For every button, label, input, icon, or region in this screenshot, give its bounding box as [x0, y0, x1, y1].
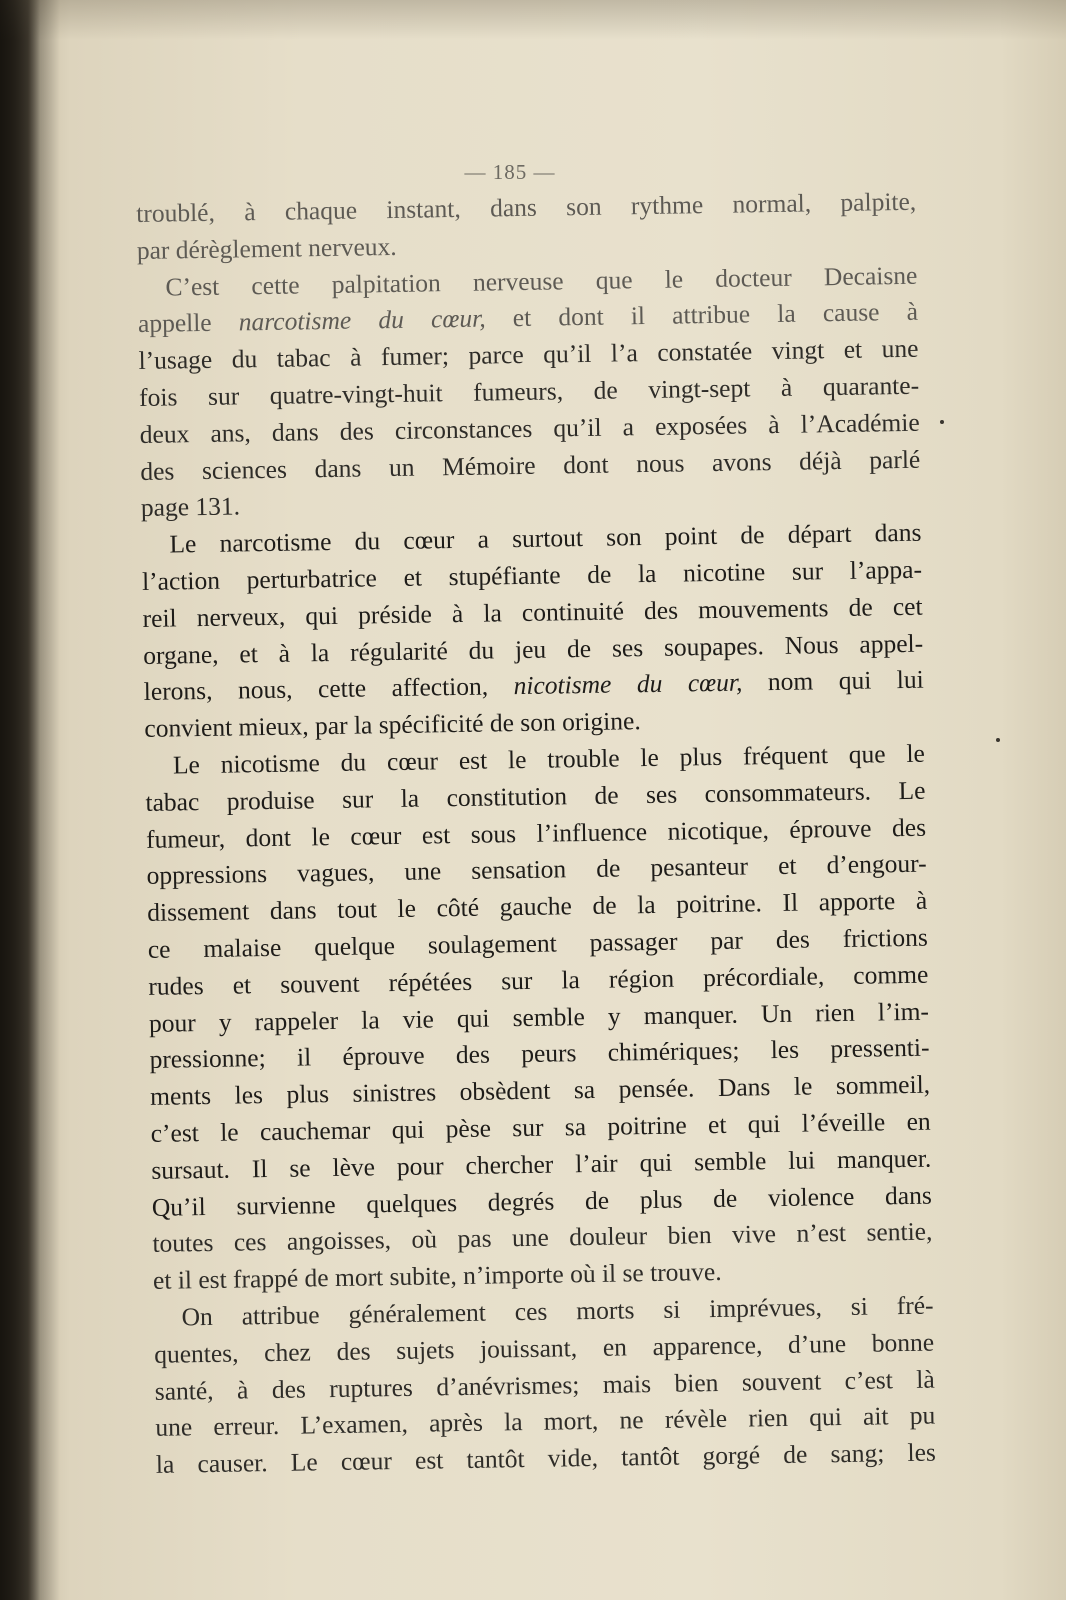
- text-line: fumeur, dont le cœur est sous l’influence nicotique, éprouve des: [145, 812, 927, 854]
- text-line: quentes, chez des sujets jouissant, en apparence, d’une bonne: [153, 1327, 935, 1369]
- text-line: deux ans, dans des circonstances qu’il a exposées à l’Académie: [139, 407, 920, 449]
- text-line: ce malaise quelque soulagement passager par des frictions: [147, 922, 928, 964]
- text-line: par dérèglement nerveux.: [136, 231, 397, 265]
- text-line: dissement dans tout le côté gauche de la poitrine. Il apporte à: [147, 885, 928, 928]
- text-line: fois sur quatre-vingt-huit fumeurs, de vingt-sept à quarante-: [138, 370, 920, 412]
- paper-speck: [996, 738, 1000, 742]
- text-line: On attribue généralement ces morts si imprévues, si fré-: [181, 1290, 934, 1332]
- text-line: c’est le cauchemar qui pèse sur sa poitrine et qui l’éveille en: [150, 1106, 931, 1148]
- text-line: organe, et à la régularité du jeu de ses soupapes. Nous appel-: [142, 628, 924, 670]
- text-line: santé, à des ruptures d’anévrismes; mais bien souvent c’est là: [154, 1364, 935, 1406]
- text-line: troublé, à chaque instant, dans son rythme normal, palpite,: [136, 186, 917, 228]
- text-line: des sciences dans un Mémoire dont nous avons déjà parlé: [140, 444, 921, 486]
- text-line: reil nerveux, qui préside à la continuité des mouvements de cet: [142, 591, 923, 633]
- body-text: [136, 184, 936, 1484]
- text-line: oppressions vagues, une sensation de pesanteur et d’engour-: [146, 849, 927, 891]
- binding-gutter-shadow: [0, 0, 60, 1600]
- text-line: C’est cette palpitation nerveuse que le docteur Decaisne: [165, 260, 918, 302]
- text-line: Qu’il survienne quelques degrés de plus de violence dans: [151, 1180, 933, 1222]
- text-line: Le nicotisme du cœur est le trouble le plus fréquent que le: [172, 738, 926, 780]
- text-line: rudes et souvent répétées sur la région précordiale, comme: [148, 959, 929, 1001]
- text-line: la causer. Le cœur est tantôt vide, tantôt gorgé de sang; les: [155, 1437, 937, 1479]
- text-line: l’action perturbatrice et stupéfiante de la nicotine sur l’appa-: [141, 554, 923, 596]
- page-top-shading: [0, 0, 1066, 40]
- text-line: toutes ces angoisses, où pas une douleur bien vive n’est sentie,: [152, 1216, 933, 1259]
- paper-speck: [940, 420, 944, 424]
- text-line: l’usage du tabac à fumer; parce qu’il l’a constatée vingt et une: [138, 333, 919, 376]
- text-line: une erreur. L’examen, après la mort, ne révèle rien qui ait pu: [155, 1400, 936, 1443]
- text-line: pressionne; il éprouve des peurs chimériques; les pressenti-: [149, 1032, 930, 1075]
- page-number: — 185 —: [464, 160, 556, 184]
- text-line: ments les plus sinistres obsèdent sa pensée. Dans le sommeil,: [149, 1069, 931, 1112]
- text-line: lerons, nous, cette affection, nicotisme du cœur, nom qui lui: [143, 665, 924, 707]
- text-line: Le narcotisme du cœur a surtout son point de départ dans: [169, 517, 922, 559]
- text-line: sursaut. Il se lève pour chercher l’air qui semble lui manquer.: [151, 1143, 932, 1185]
- text-line: pour y rappeler la vie qui semble y manquer. Un rien l’im-: [148, 996, 930, 1038]
- text-line: et il est frappé de mort subite, n’importe où il se trouve.: [152, 1257, 722, 1295]
- text-line: appelle narcotisme du cœur, et dont il attribue la cause à: [137, 297, 919, 339]
- text-line: convient mieux, par la spécificité de son origine.: [144, 706, 641, 744]
- text-line: page 131.: [140, 491, 241, 523]
- text-line: tabac produise sur la constitution de ses consommateurs. Le: [145, 775, 926, 817]
